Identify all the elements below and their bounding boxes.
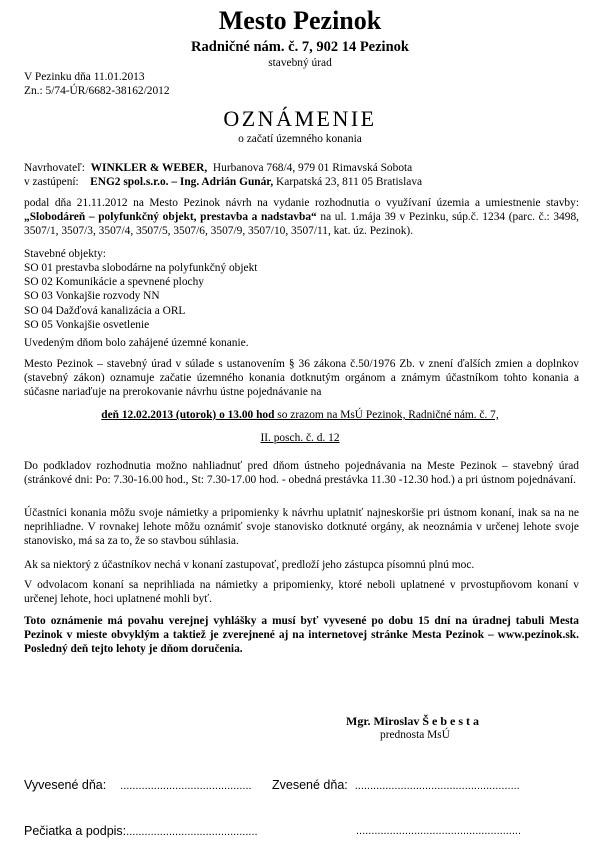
representation-paragraph: Ak sa niektorý z účastníkov nechá v konaní zastupovať, predloží jeho zástupca písomnú plnú moc. <box>24 559 475 571</box>
hearing-room: II. posch. č. d. 12 <box>260 432 340 444</box>
applicant-line <box>24 161 584 175</box>
representative-line <box>24 175 584 189</box>
posted-date-label: Vyvesené dňa: <box>24 778 107 792</box>
objects-heading: Stavebné objekty: <box>24 248 106 260</box>
list-item: SO 02 Komunikácie a spevnené plochy <box>24 276 204 289</box>
stamp-signature-blank: ........................................... <box>126 826 258 838</box>
stamp-signature-blank-2: ...................................................... <box>356 825 522 837</box>
reference-number: Zn.: 5/74-ÚR/6682-38162/2012 <box>24 85 170 97</box>
representative-address: Karpatská 23, 811 05 Bratislava <box>276 176 423 188</box>
public-notice-paragraph: Toto oznámenie má povahu verejnej vyhlášky a musí byť vyvesené po dobu 15 dní na úradnej tabuli Mesta Pezinok v mieste obvyklým a taktiež je zverejnené aj na internetovej stránke Mesta Pezinok – www.pezinok.sk. Posledný deň tejto lehoty je dňom doručenia. <box>24 615 579 656</box>
office-name: stavebný úrad <box>268 57 332 69</box>
objections-paragraph: Účastníci konania môžu svoje námietky a pripomienky k návrhu uplatniť najneskoršie pri ústnom konaní, inak sa na ne neprihliadne. V rovnakej lehote môžu oznámiť svoje stanovisko dotknuté orgány, ak neoznámia v určenej lehote svoje stanovisko, má sa za to, že so stavbou súhlasia. <box>24 507 579 548</box>
intro-text-1: podal dňa 21.11.2012 na Mesto Pezinok návrh na vydanie rozhodnutia o využívaní územia a umiestnenie stavby: <box>24 197 579 209</box>
hearing-location: so zrazom na MsÚ Pezinok, Radničné nám. č. 7, <box>274 409 499 421</box>
appeal-paragraph: V odvolacom konaní sa neprihliada na námietky a pripomienky, ktoré neboli uplatnené v prvostupňovom konaní v určenej lehote, hoci uplatnené mohli byť. <box>24 579 579 606</box>
hearing-date-line <box>0 408 600 422</box>
intro-text-2: na ul. 1.mája 39 v Pezinku, súp.č. 1234 (parc. č.: 3498, 3507/1, 3507/3, 3507/4, 3507/5, 3507/6, 3507/9, 3507/10, 3507/11, kat. úz. Pezinok). <box>24 211 579 238</box>
announcement-paragraph: Mesto Pezinok – stavebný úrad v súlade s ustanovením § 36 zákona č.50/1976 Zb. v znení ďalších zmien a doplnkov (stavebný zákon) oznamuje začatie územného konania dotknutým orgánom a známym účastníkom tohto konania a súčasne nariaďuje na prerokovanie návrhu ústne pojednávanie na <box>24 358 579 399</box>
applicant-name: WINKLER & WEBER, <box>90 162 208 174</box>
list-item: SO 04 Dažďová kanalizácia a ORL <box>24 304 186 317</box>
representative-name: ENG2 spol.s.r.o. – Ing. Adrián Gunár, <box>90 176 274 188</box>
removed-date-label: Zvesené dňa: <box>272 778 348 792</box>
applicant-label: Navrhovateľ: <box>24 162 85 174</box>
posted-date-field <box>24 778 252 794</box>
representative-label: v zastúpení: <box>24 176 79 188</box>
stamp-signature-field <box>24 824 258 840</box>
list-item: SO 05 Vonkajšie osvetlenie <box>24 318 150 331</box>
date-line: V Pezinku dňa 11.01.2013 <box>24 71 145 83</box>
signatory-role: prednosta MsÚ <box>380 729 450 741</box>
removed-date-field <box>272 778 520 794</box>
posted-date-blank: ........................................... <box>120 780 252 792</box>
document-title: OZNÁMENIE <box>223 106 377 131</box>
stamp-signature-label: Pečiatka a podpis: <box>24 824 127 838</box>
intro-paragraph <box>24 196 579 239</box>
removed-date-blank: ...................................................... <box>354 780 520 792</box>
inspection-paragraph: Do podkladov rozhodnutia možno nahliadnuť pred dňom ústneho pojednávania na Meste Pezinok – stavebný úrad (stránkové dni: Po: 7.30-16.00 hod., St: 7.30-17.00 hod. - obedná prestávka 11.30 -12.30 hod.) a pri ústnom pojednávaní. <box>24 460 579 487</box>
project-name: „Slobodáreň – polyfunkčný objekt, prestavba a nadstavba“ <box>24 211 317 224</box>
proceedings-started: Uvedeným dňom bolo zahájené územné konanie. <box>24 337 249 349</box>
document-subtitle: o začatí územného konania <box>238 133 362 145</box>
hearing-date: deň 12.02.2013 (utorok) o 13.00 hod <box>101 409 275 421</box>
city-address: Radničné nám. č. 7, 902 14 Pezinok <box>191 39 409 55</box>
city-title: Mesto Pezinok <box>218 6 382 35</box>
list-item: SO 03 Vonkajšie rozvody NN <box>24 290 160 303</box>
list-item: SO 01 prestavba slobodárne na polyfunkčný objekt <box>24 262 258 274</box>
objects-list <box>24 261 257 332</box>
applicant-address: Hurbanova 768/4, 979 01 Rimavská Sobota <box>212 162 413 174</box>
signatory-name: Mgr. Miroslav Š e b e s t a <box>346 714 479 728</box>
